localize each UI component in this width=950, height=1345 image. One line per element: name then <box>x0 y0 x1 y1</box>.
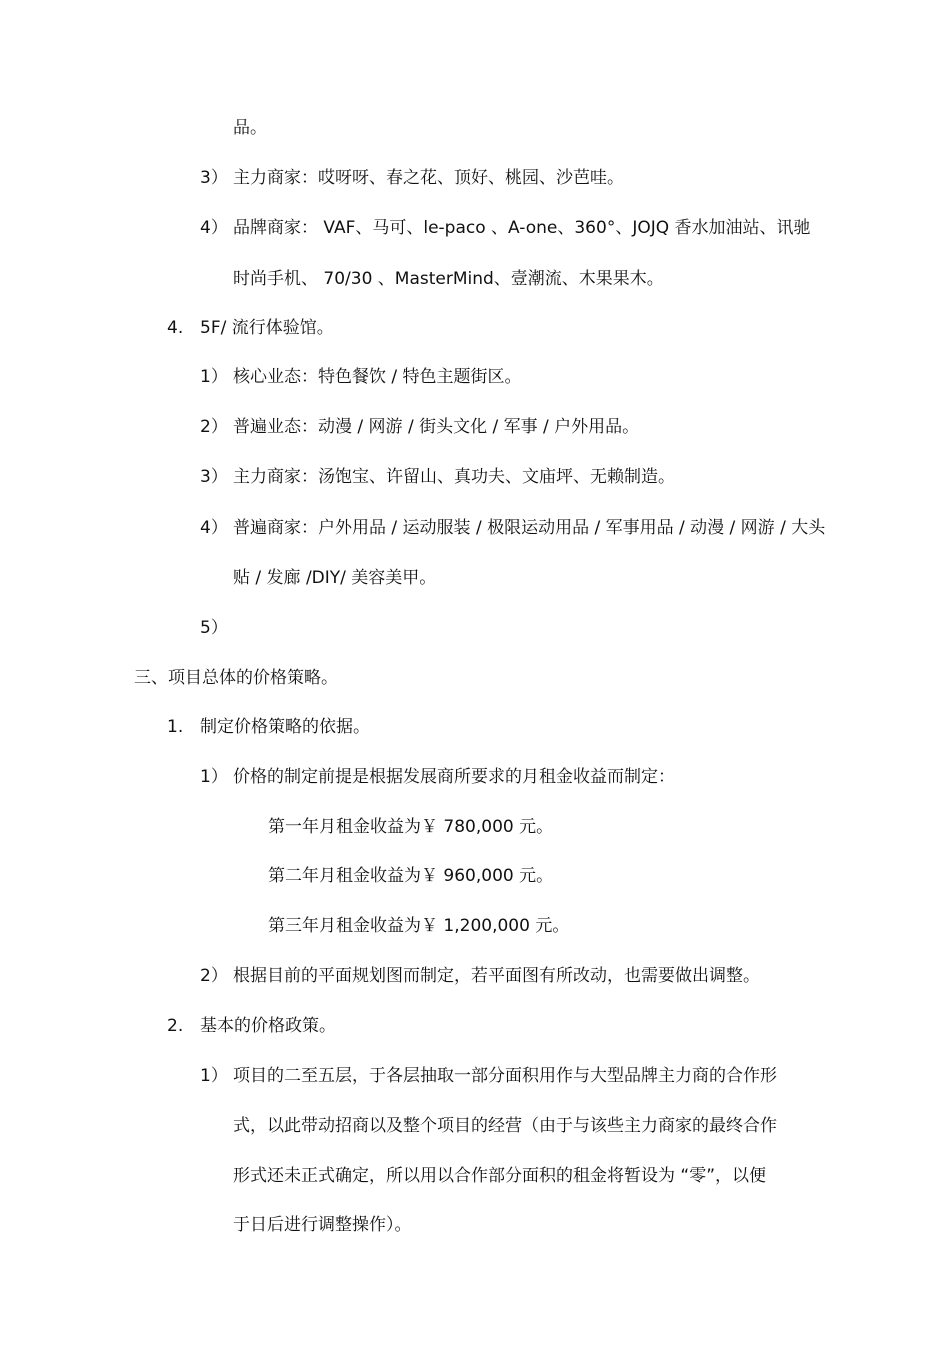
list-number: 3） <box>200 168 228 188</box>
text-line: 形式还未正式确定，所以用以合作部分面积的租金将暂设为 “零”，以便 <box>233 1166 767 1186</box>
list-number: 4. <box>167 318 184 338</box>
list-number: 2） <box>200 966 228 986</box>
text-line: 5F/ 流行体验馆。 <box>200 318 334 338</box>
rent-line: 第一年月租金收益为￥ 780,000 元。 <box>268 817 554 837</box>
text-line: 基本的价格政策。 <box>200 1016 336 1036</box>
text-line: 价格的制定前提是根据发展商所要求的月租金收益而制定： <box>233 767 675 787</box>
text-line: 制定价格策略的依据。 <box>200 717 370 737</box>
list-number: 4） <box>200 218 228 238</box>
text-line: 项目的二至五层，于各层抽取一部分面积用作与大型品牌主力商的合作形 <box>233 1066 777 1086</box>
text-line: 普遍商家：户外用品 / 运动服装 / 极限运动用品 / 军事用品 / 动漫 / 网游 / 大头 <box>233 518 826 538</box>
list-number: 1. <box>167 717 184 737</box>
list-number: 1） <box>200 1066 228 1086</box>
text-line: 品。 <box>233 118 267 138</box>
section-heading: 三、项目总体的价格策略。 <box>134 668 338 688</box>
rent-line: 第三年月租金收益为￥ 1,200,000 元。 <box>268 916 570 936</box>
text-line: 式，以此带动招商以及整个项目的经营（由于与该些主力商家的最终合作 <box>233 1116 777 1136</box>
list-number: 4） <box>200 518 228 538</box>
list-number: 3） <box>200 467 228 487</box>
text-line: 贴 / 发廊 /DIY/ 美容美甲。 <box>233 568 437 588</box>
list-number: 1） <box>200 767 228 787</box>
list-number: 2. <box>167 1016 184 1036</box>
text-line: 于日后进行调整操作）。 <box>233 1215 412 1235</box>
text-line: 核心业态：特色餐饮 / 特色主题街区。 <box>233 367 522 387</box>
text-line: 时尚手机、 70/30 、MasterMind、壹潮流、木果果木。 <box>233 269 664 289</box>
rent-line: 第二年月租金收益为￥ 960,000 元。 <box>268 866 554 886</box>
text-line: 主力商家：哎呀呀、春之花、顶好、桃园、沙芭哇。 <box>233 168 624 188</box>
text-line: 品牌商家： VAF、马可、le-paco 、A-one、360°、JOJQ 香水加油站、讯驰 <box>233 218 811 238</box>
list-number: 1） <box>200 367 228 387</box>
list-number: 5） <box>200 618 228 638</box>
text-line: 主力商家：汤饱宝、许留山、真功夫、文庙坪、无赖制造。 <box>233 467 675 487</box>
text-line: 普遍业态：动漫 / 网游 / 街头文化 / 军事 / 户外用品。 <box>233 417 640 437</box>
text-line: 根据目前的平面规划图而制定，若平面图有所改动，也需要做出调整。 <box>233 966 760 986</box>
list-number: 2） <box>200 417 228 437</box>
